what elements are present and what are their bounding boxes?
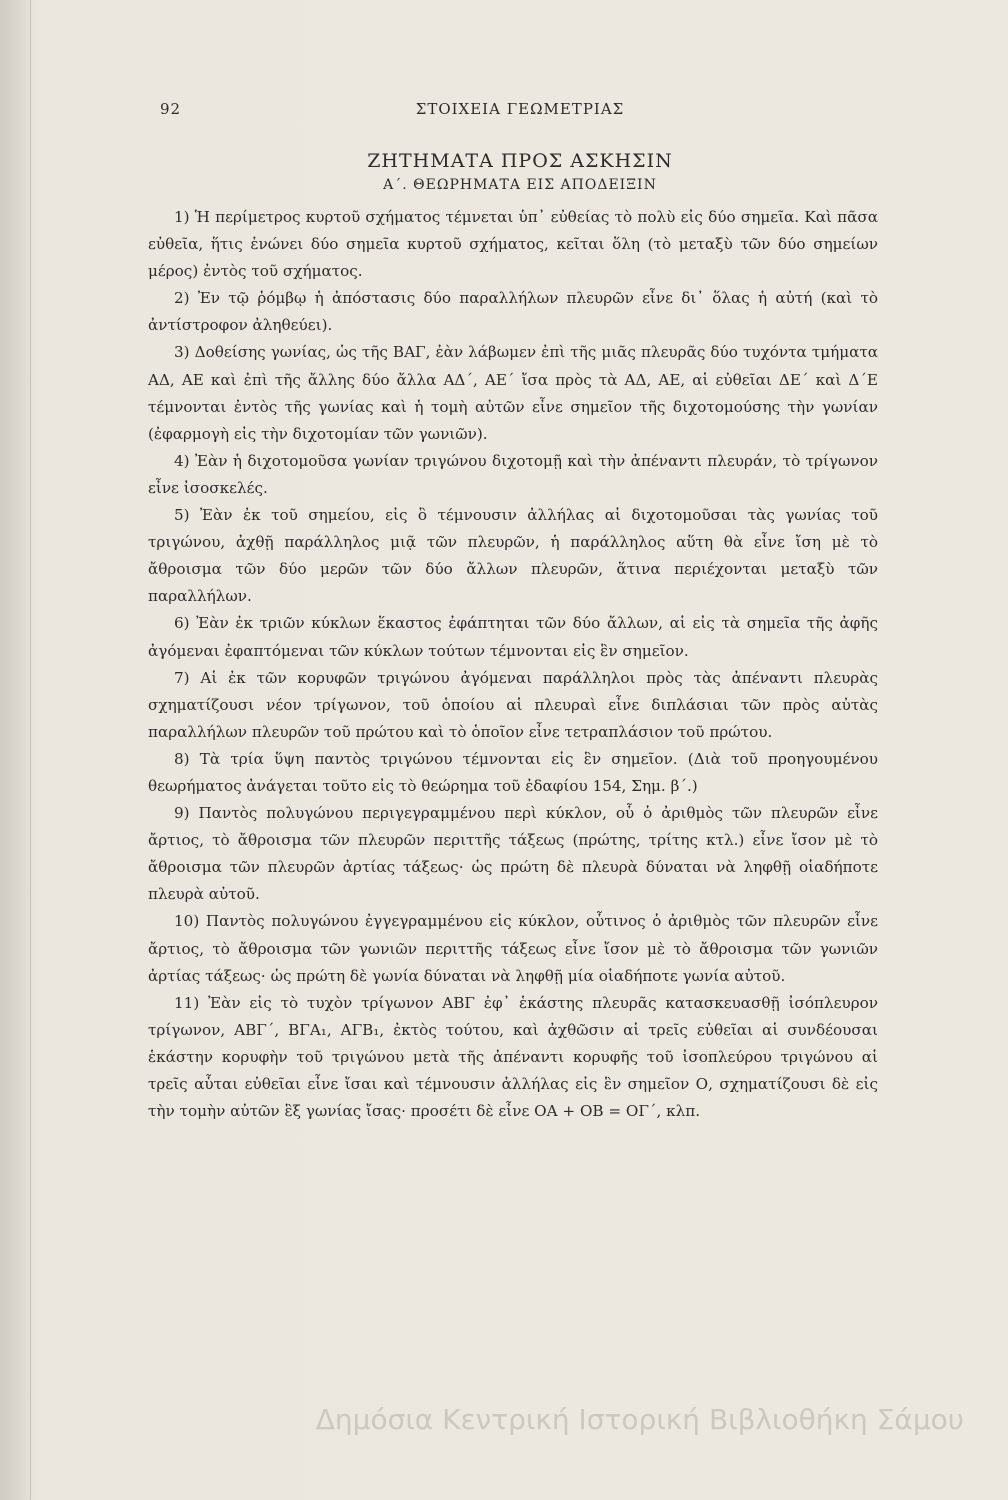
page-header [160,100,880,124]
exercise-list [148,204,878,1125]
exercise-6: 6) Ἐὰν ἐκ τριῶν κύκλων ἕκαστος ἐφάπτηται τῶν δύο ἄλλων, αἱ εἰς τὰ σημεῖα τῆς ἀφῆς ἀγόμεναι ἐφαπτόμεναι τῶν κύκλων τούτων τέμνονται εἰς ἓν σημεῖον. [148,614,878,660]
exercise-8: 8) Τὰ τρία ὕψη παντὸς τριγώνου τέμνονται εἰς ἓν σημεῖον. (Διὰ τοῦ προηγουμένου θεωρήματος ἀνάγεται τοῦτο εἰς τὸ θεώρημα τοῦ ἐδαφίου 154, Σημ. β΄.) [148,749,878,795]
exercise-9: 9) Παντὸς πολυγώνου περιγεγραμμένου περὶ κύκλον, οὗ ὁ ἀριθμὸς τῶν πλευρῶν εἶνε ἄρτιος, τὸ ἄθροισμα τῶν πλευρῶν περιττῆς τάξεως (πρώτης, τρίτης κτλ.) εἶνε ἴσον μὲ τὸ ἄθροισμα τῶν πλευρῶν ἀρτίας τάξεως· ὡς πρώτη δὲ πλευρὰ δύναται νὰ ληφθῇ οἱαδήποτε πλευρὰ αὐτοῦ. [148,804,878,904]
exercise-7: 7) Αἱ ἐκ τῶν κορυφῶν τριγώνου ἀγόμεναι παράλληλοι πρὸς τὰς ἀπέναντι πλευρὰς σχηματίζουσι νέον τρίγωνον, τοῦ ὁποίου αἱ πλευραὶ εἶνε διπλάσιαι τῶν πρὸς αὐτὰς παραλλήλων πλευρῶν τοῦ πρώτου καὶ τὸ ὁποῖον εἶνε τετραπλάσιον τοῦ πρώτου. [148,668,878,741]
section-subtitle: Α΄. ΘΕΩΡΗΜΑΤΑ ΕΙΣ ΑΠΟΔΕΙΞΙΝ [383,177,657,193]
section-title: ΖΗΤΗΜΑΤΑ ΠΡΟΣ ΑΣΚΗΣΙΝ [367,150,673,172]
exercise-4: 4) Ἐὰν ἡ διχοτομοῦσα γωνίαν τριγώνου διχοτομῇ καὶ τὴν ἀπέναντι πλευράν, τὸ τρίγωνον εἶνε ἰσοσκελές. [148,451,878,497]
exercise-10: 10) Παντὸς πολυγώνου ἐγγεγραμμένου εἰς κύκλον, οὗτινος ὁ ἀριθμὸς τῶν πλευρῶν εἶνε ἄρτιος, τὸ ἄθροισμα τῶν γωνιῶν περιττῆς τάξεως εἶνε ἴσον μὲ τὸ ἄθροισμα τῶν γωνιῶν ἀρτίας τάξεως· ὡς πρώτη δὲ γωνία δύναται νὰ ληφθῇ μία οἱαδήποτε γωνία αὐτοῦ. [148,912,878,985]
library-watermark: Δημόσια Κεντρική Ιστορική Βιβλιοθήκη Σάμου [315,1403,964,1436]
page-number: 92 [160,100,182,118]
running-title: ΣΤΟΙΧΕΙΑ ΓΕΩΜΕΤΡΙΑΣ [415,100,625,118]
exercise-2: 2) Ἐν τῷ ῥόμβῳ ἡ ἀπόστασις δύο παραλλήλων πλευρῶν εἶνε δι᾿ ὅλας ἡ αὐτή (καὶ τὸ ἀντίστροφον ἀληθεύει). [148,289,878,335]
exercise-11: 11) Ἐὰν εἰς τὸ τυχὸν τρίγωνον ΑΒΓ ἐφ᾿ ἑκάστης πλευρᾶς κατασκευασθῇ ἰσόπλευρον τρίγωνον, ΑΒΓ΄, ΒΓΑ₁, ΑΓΒ₁, ἐκτὸς τούτου, καὶ ἀχθῶσιν αἱ τρεῖς εὐθεῖαι αἱ συνδέουσαι ἑκάστην κορυφὴν τοῦ τριγώνου μετὰ τῆς ἀπέναντι κορυφῆς τοῦ ἰσοπλεύρου τριγώνου αἱ τρεῖς αὗται εὐθεῖαι εἶνε ἴσαι καὶ τέμνουσιν ἀλλήλας εἰς ἓν σημεῖον Ο, σχηματίζουσι δὲ εἰς τὴν τομὴν αὐτῶν ἓξ γωνίας ἴσας· προσέτι δὲ εἶνε ΟΑ + ΟΒ = ΟΓ΄, κλπ. [148,993,878,1121]
exercise-1: 1) Ἡ περίμετρος κυρτοῦ σχήματος τέμνεται ὑπ᾿ εὐθείας τὸ πολὺ εἰς δύο σημεῖα. Καὶ πᾶσα εὐθεῖα, ἥτις ἑνώνει δύο σημεῖα κυρτοῦ σχήματος, κεῖται ὅλη (τὸ μεταξὺ τῶν δύο σημείων μέρος) ἐντὸς τοῦ σχήματος. [148,208,878,281]
book-binding-edge [0,0,31,1500]
exercise-3: 3) Δοθείσης γωνίας, ὡς τῆς ΒΑΓ, ἐὰν λάβωμεν ἐπὶ τῆς μιᾶς πλευρᾶς δύο τυχόντα τμήματα ΑΔ, ΑΕ καὶ ἐπὶ τῆς ἄλλης δύο ἄλλα ΑΔ΄, ΑΕ΄ ἴσα πρὸς τὰ ΑΔ, ΑΕ, αἱ εὐθεῖαι ΔΕ΄ καὶ Δ΄Ε τέμνονται ἐντὸς τῆς γωνίας καὶ ἡ τομὴ αὐτῶν εἶνε σημεῖον τῆς διχοτομούσης τὴν γωνίαν (ἐφαρμογὴ εἰς τὴν διχοτομίαν τῶν γωνιῶν). [148,343,878,443]
exercise-5: 5) Ἐὰν ἐκ τοῦ σημείου, εἰς ὃ τέμνουσιν ἀλλήλας αἱ διχοτομοῦσαι τὰς γωνίας τοῦ τριγώνου, ἀχθῇ παράλληλος μιᾷ τῶν πλευρῶν, ἡ παράλληλος αὕτη θὰ εἶνε ἴση μὲ τὸ ἄθροισμα τῶν δύο μερῶν τῶν δύο ἄλλων πλευρῶν, ἅτινα περιέχονται μεταξὺ τῶν παραλλήλων. [148,506,878,606]
